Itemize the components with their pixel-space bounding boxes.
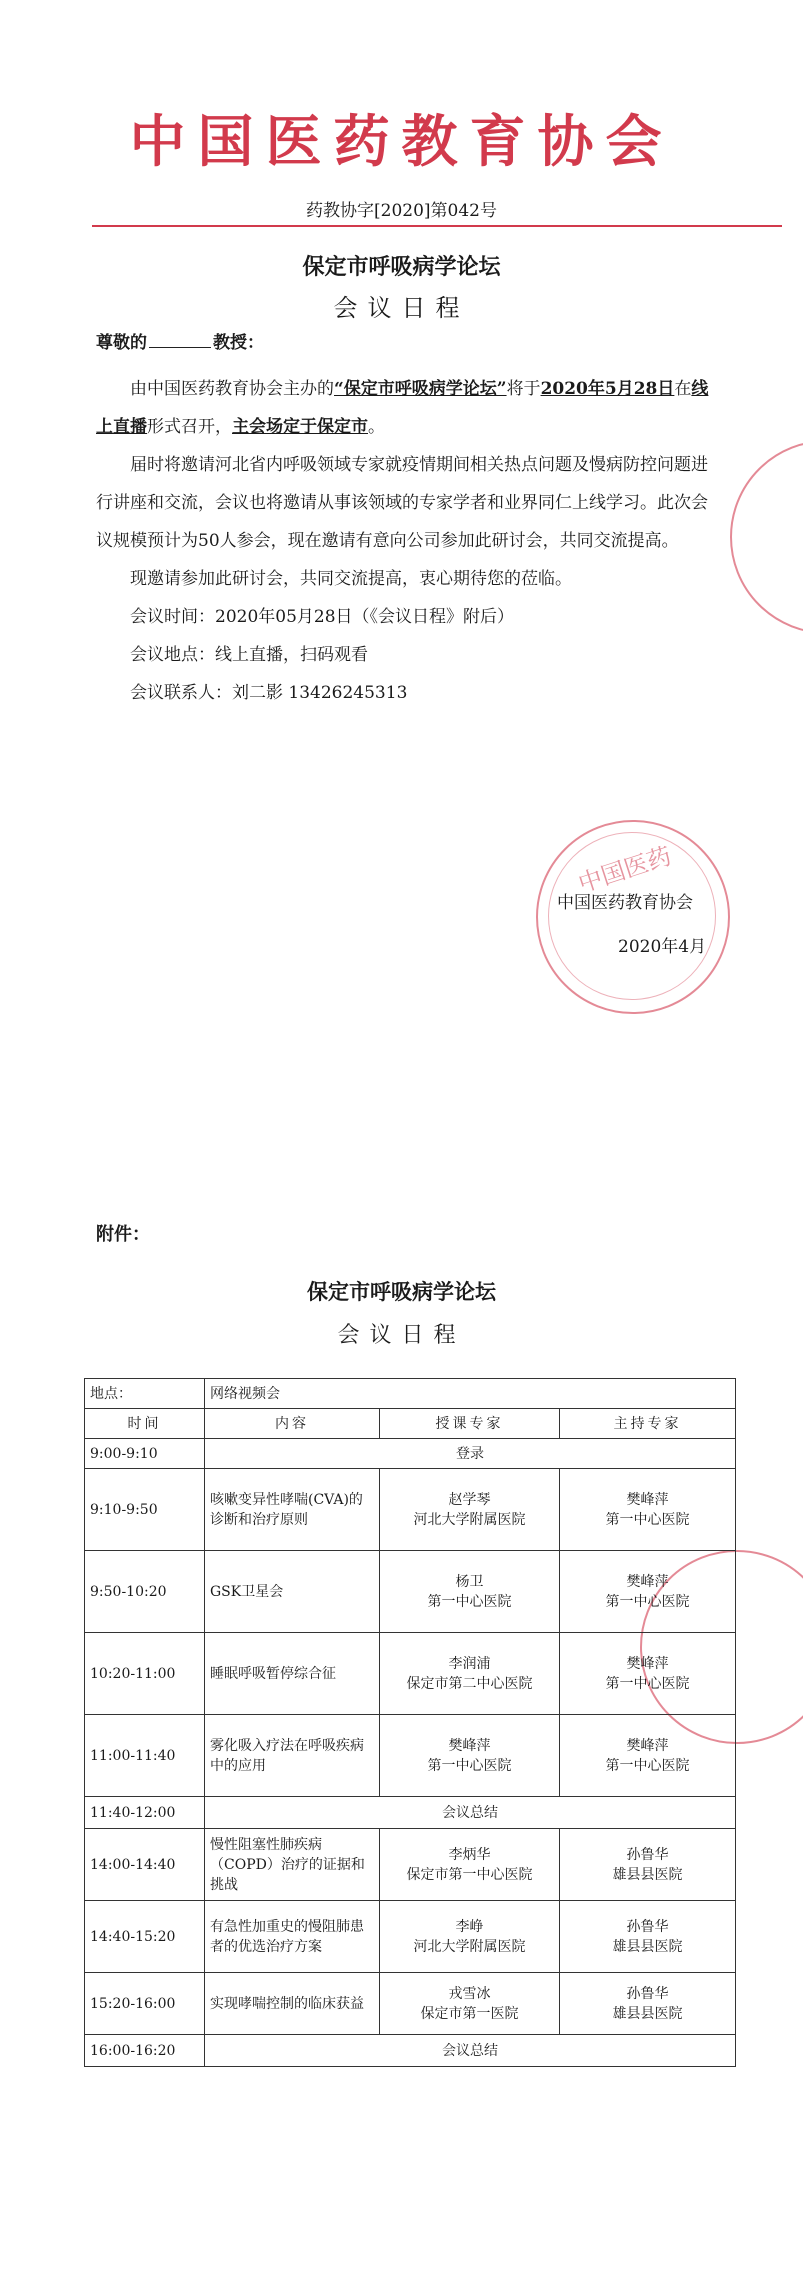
host-name: 樊峰萍 bbox=[626, 1737, 669, 1754]
location-row bbox=[85, 1379, 736, 1409]
row-time: 9:00-9:10 bbox=[85, 1439, 205, 1469]
row-speaker bbox=[380, 1469, 560, 1551]
row-time: 15:20-16:00 bbox=[85, 1973, 205, 2035]
row-speaker bbox=[380, 1901, 560, 1973]
p1-text: 将于 bbox=[506, 379, 541, 399]
host-name: 樊峰萍 bbox=[626, 1491, 669, 1508]
speaker-name: 杨卫 bbox=[455, 1573, 484, 1590]
host-org: 雄县县医院 bbox=[612, 1866, 683, 1883]
p1-text: 在 bbox=[674, 379, 692, 399]
letterhead-org-name: 中国医药教育协会 bbox=[129, 110, 674, 175]
table-row bbox=[85, 1829, 736, 1901]
row-content: 慢性阻塞性肺疾病（COPD）治疗的证据和挑战 bbox=[205, 1829, 380, 1901]
speaker-name: 赵学琴 bbox=[448, 1491, 491, 1508]
speaker-org: 保定市第一中心医院 bbox=[406, 1866, 533, 1883]
host-org: 第一中心医院 bbox=[605, 1511, 690, 1528]
table-row bbox=[85, 1633, 736, 1715]
row-time: 11:00-11:40 bbox=[85, 1715, 205, 1797]
host-name: 樊峰萍 bbox=[626, 1655, 669, 1672]
row-host bbox=[560, 1829, 736, 1901]
meeting-place: 会议地点：线上直播，扫码观看 bbox=[130, 645, 368, 665]
host-name: 孙鲁华 bbox=[626, 1918, 669, 1935]
host-org: 第一中心医院 bbox=[605, 1757, 690, 1774]
seal-text: 中国医药 bbox=[574, 841, 675, 899]
speaker-name: 李润浦 bbox=[448, 1655, 491, 1672]
paragraph-2: 届时将邀请河北省内呼吸领域专家就疫情期间相关热点问题及慢病防控问题进行讲座和交流，会议也将邀请从事该领域的专家学者和业界同仁上线学习。此次会议规模预计为50人参会，现在邀请有意向公司参加此研讨会，共同交流提高。 bbox=[96, 455, 708, 551]
row-time: 10:20-11:00 bbox=[85, 1633, 205, 1715]
row-speaker bbox=[380, 1633, 560, 1715]
row-host bbox=[560, 1973, 736, 2035]
row-time: 9:10-9:50 bbox=[85, 1469, 205, 1551]
row-content: 有急性加重史的慢阻肺患者的优选治疗方案 bbox=[205, 1901, 380, 1973]
speaker-org: 第一中心医院 bbox=[427, 1593, 512, 1610]
host-org: 第一中心医院 bbox=[605, 1675, 690, 1692]
speaker-org: 第一中心医院 bbox=[427, 1757, 512, 1774]
schedule-table bbox=[84, 1378, 736, 2067]
col-header-time: 时间 bbox=[85, 1409, 205, 1439]
meeting-date: 2020年5月28日 bbox=[540, 379, 675, 399]
salutation bbox=[96, 328, 264, 353]
col-header-host: 主持专家 bbox=[560, 1409, 736, 1439]
row-content: GSK卫星会 bbox=[205, 1551, 380, 1633]
speaker-org: 河北大学附属医院 bbox=[413, 1511, 526, 1528]
paragraph-3: 现邀请参加此研讨会，共同交流提高，衷心期待您的莅临。 bbox=[130, 569, 572, 589]
row-time: 14:00-14:40 bbox=[85, 1829, 205, 1901]
speaker-org: 保定市第二中心医院 bbox=[406, 1675, 533, 1692]
row-host bbox=[560, 1901, 736, 1973]
salutation-suffix: 教授： bbox=[213, 333, 264, 353]
table-row bbox=[85, 1797, 736, 1829]
col-header-speaker: 授课专家 bbox=[380, 1409, 560, 1439]
col-header-content: 内容 bbox=[205, 1409, 380, 1439]
row-span-text: 登录 bbox=[205, 1439, 736, 1469]
letterhead-divider bbox=[92, 225, 782, 227]
table-row bbox=[85, 1469, 736, 1551]
document-number: 药教协字[2020]第042号 bbox=[306, 201, 497, 221]
host-org: 第一中心医院 bbox=[605, 1593, 690, 1610]
row-host bbox=[560, 1551, 736, 1633]
table-row bbox=[85, 1551, 736, 1633]
speaker-name: 戎雪冰 bbox=[448, 1985, 491, 2002]
row-span-text: 会议总结 bbox=[205, 2035, 736, 2067]
signature-org: 中国医药教育协会 bbox=[557, 893, 693, 913]
annex-title: 保定市呼吸病学论坛 bbox=[307, 1279, 496, 1304]
speaker-name: 李峥 bbox=[455, 1918, 484, 1935]
row-content: 雾化吸入疗法在呼吸疾病中的应用 bbox=[205, 1715, 380, 1797]
speaker-name: 李炳华 bbox=[448, 1846, 491, 1863]
row-content: 咳嗽变异性哮喘(CVA)的诊断和治疗原则 bbox=[205, 1469, 380, 1551]
p1-text: 形式召开， bbox=[147, 417, 232, 437]
p1-text: 由中国医药教育协会主办的 bbox=[130, 379, 334, 399]
speaker-name: 樊峰萍 bbox=[448, 1737, 491, 1754]
seal-ring bbox=[730, 440, 803, 634]
row-host bbox=[560, 1469, 736, 1551]
notice-title: 保定市呼吸病学论坛 bbox=[302, 254, 501, 280]
location-value: 网络视频会 bbox=[205, 1379, 736, 1409]
row-host bbox=[560, 1633, 736, 1715]
row-time: 14:40-15:20 bbox=[85, 1901, 205, 1973]
meeting-contact: 会议联系人：刘二影 13426245313 bbox=[130, 683, 408, 703]
table-row bbox=[85, 1439, 736, 1469]
meeting-mode: 线上直播 bbox=[96, 379, 709, 437]
row-speaker bbox=[380, 1829, 560, 1901]
annex-label: 附件： bbox=[96, 1224, 150, 1245]
table-row bbox=[85, 2035, 736, 2067]
table-row bbox=[85, 1901, 736, 1973]
row-time: 11:40-12:00 bbox=[85, 1797, 205, 1829]
speaker-org: 保定市第一医院 bbox=[420, 2005, 519, 2022]
header-row bbox=[85, 1409, 736, 1439]
host-name: 樊峰萍 bbox=[626, 1573, 669, 1590]
row-span-text: 会议总结 bbox=[205, 1797, 736, 1829]
name-blank bbox=[149, 333, 211, 348]
salutation-prefix: 尊敬的 bbox=[96, 333, 147, 353]
row-time: 16:00-16:20 bbox=[85, 2035, 205, 2067]
p1-text: 。 bbox=[368, 417, 385, 437]
host-org: 雄县县医院 bbox=[612, 2005, 683, 2022]
row-host bbox=[560, 1715, 736, 1797]
row-speaker bbox=[380, 1715, 560, 1797]
row-content: 睡眠呼吸暂停综合征 bbox=[205, 1633, 380, 1715]
notice-subtitle: 会议日程 bbox=[333, 294, 470, 322]
row-content: 实现哮喘控制的临床获益 bbox=[205, 1973, 380, 2035]
table-row bbox=[85, 1715, 736, 1797]
host-org: 雄县县医院 bbox=[612, 1938, 683, 1955]
row-speaker bbox=[380, 1973, 560, 2035]
signature-date: 2020年4月 bbox=[618, 937, 707, 957]
speaker-org: 河北大学附属医院 bbox=[413, 1938, 526, 1955]
row-speaker bbox=[380, 1551, 560, 1633]
meeting-time: 会议时间：2020年05月28日（《会议日程》附后） bbox=[130, 607, 515, 627]
main-venue: 主会场定于保定市 bbox=[232, 417, 368, 437]
paragraph-1 bbox=[96, 370, 722, 446]
row-time: 9:50-10:20 bbox=[85, 1551, 205, 1633]
location-label: 地点： bbox=[85, 1379, 205, 1409]
annex-subtitle: 会议日程 bbox=[337, 1323, 466, 1348]
host-name: 孙鲁华 bbox=[626, 1846, 669, 1863]
notice-body bbox=[96, 370, 722, 712]
host-name: 孙鲁华 bbox=[626, 1985, 669, 2002]
forum-name: “保定市呼吸病学论坛” bbox=[334, 379, 507, 399]
table-row bbox=[85, 1973, 736, 2035]
